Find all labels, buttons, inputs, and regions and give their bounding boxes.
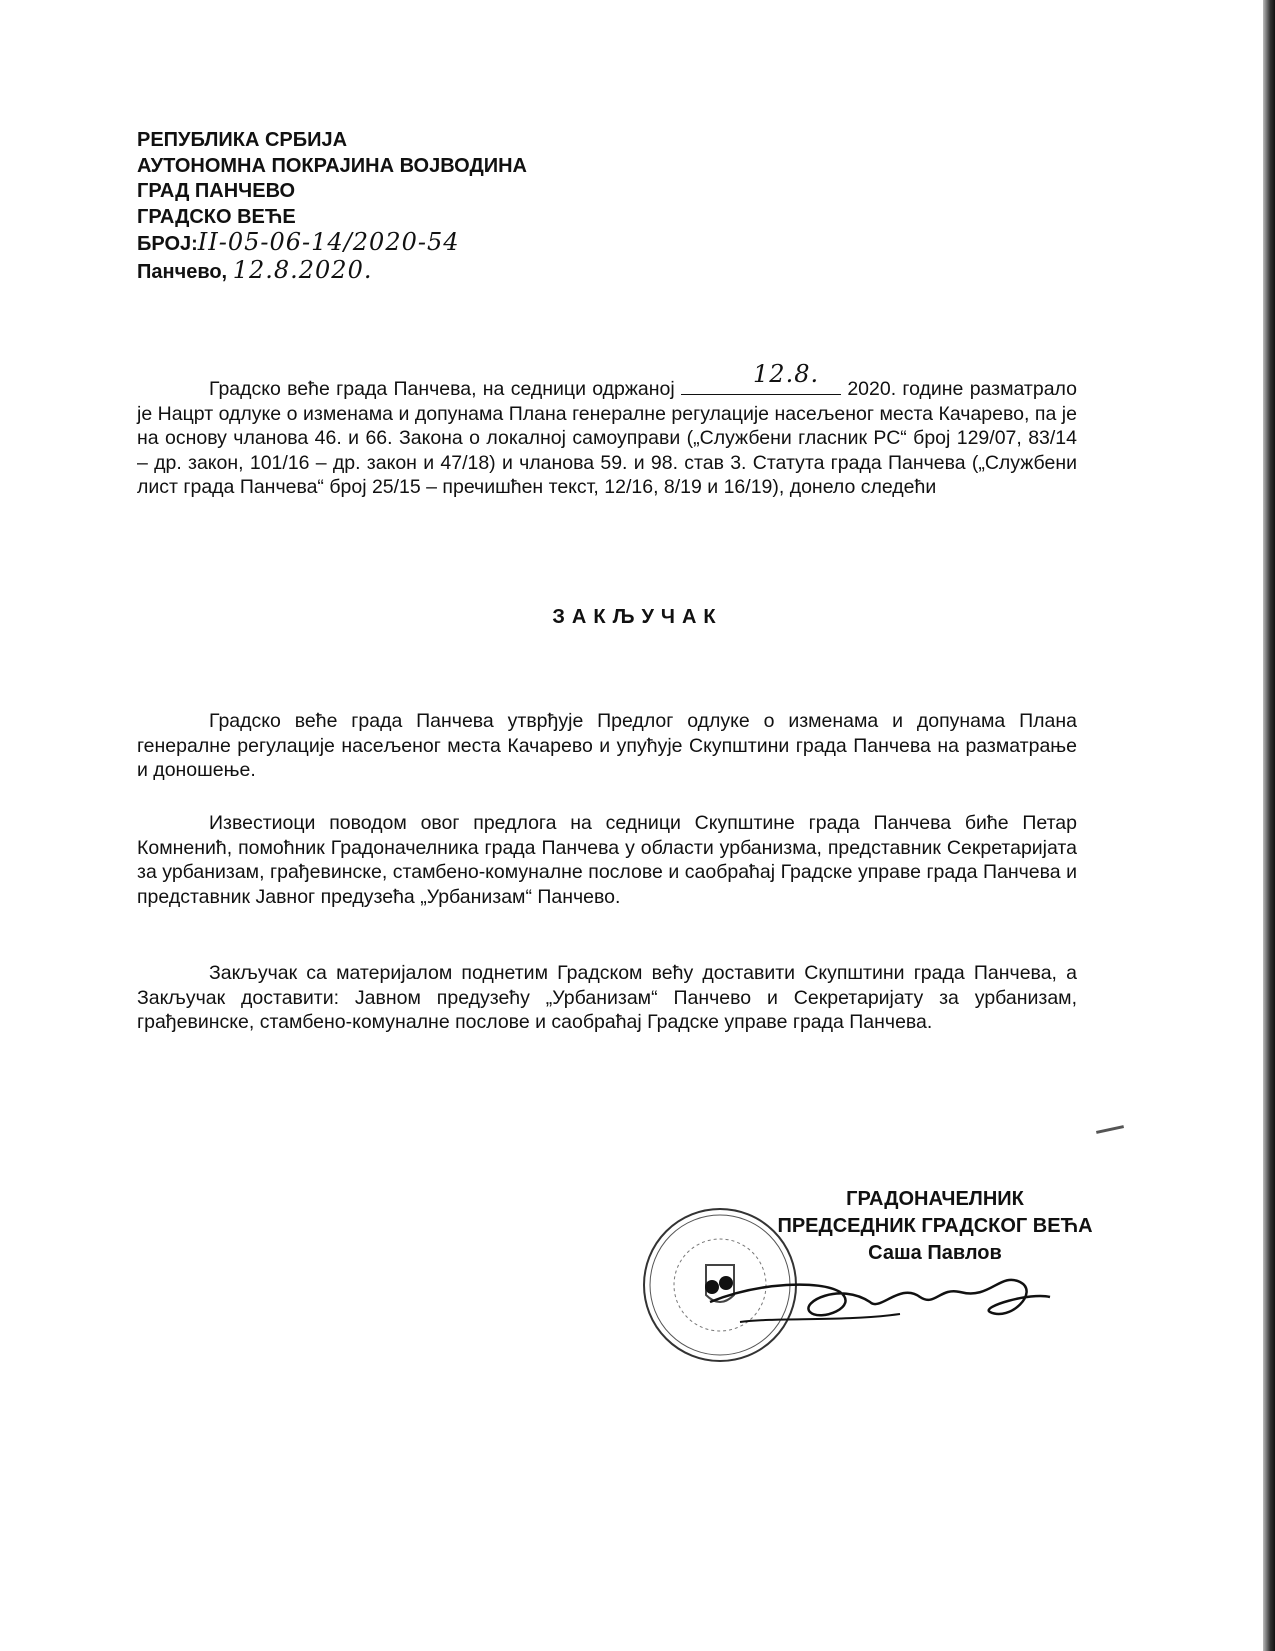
- signature-block: [715, 1186, 1155, 1267]
- body-paragraph: Известиоци поводом овог предлога на седници Скупштине града Панчева биће Петар Комненић, помоћник Градоначелника града Панчева у области урбанизма, представник Секретаријата за урбанизам, грађевинске, стамбено-комуналне послове и саобраћај Градске управе града Панчева и представник Јавног предузећа „Урбанизам“ Панчево.: [137, 812, 1077, 908]
- signatory-title: ГРАДОНАЧЕЛНИК: [846, 1188, 1024, 1210]
- header-line: ГРАДСКО ВЕЋЕ: [137, 205, 296, 228]
- header-line: ГРАД ПАНЧЕВО: [137, 180, 296, 202]
- signatory-title: ПРЕДСЕДНИК ГРАДСКОГ ВЕЋА: [777, 1215, 1093, 1237]
- document-header: [137, 128, 527, 285]
- place-date: Панчево, 12.8.2020.: [137, 255, 373, 284]
- scan-edge: [1263, 0, 1275, 1651]
- handwritten-signature: [700, 1262, 1060, 1342]
- header-line: РЕПУБЛИКА СРБИЈА: [137, 129, 348, 151]
- header-line: АУТОНОМНА ПОКРАЈИНА ВОЈВОДИНА: [137, 154, 527, 177]
- intro-paragraph: Градско веће града Панчева, на седници одржаној 12.8. 2020. године разматрало је Нацрт одлуке о изменама и допунама Плана генералне регулације насељеног места Качарево, па је на основу чланова 46. и 66. Закона о локалној самоуправи („Службени гласник РС“ број 129/07, 83/14 – др. закон, 101/16 – др. закон и 47/18) и чланова 59. и 98. став 3. Статута града Панчева („Службени лист града Панчева“ број 25/15 – пречишћен текст, 12/16, 8/19 и 16/19), донело следећи: [137, 360, 1077, 498]
- document-title: ЗАКЉУЧАК: [552, 606, 723, 628]
- body-paragraph: Градско веће града Панчева утврђује Предлог одлуке о изменама и допунама Плана генералне регулације насељеног места Качарево и упућује Скупштини града Панчева на разматрање и доношење.: [137, 710, 1077, 781]
- handwritten-date: 12.8.2020.: [232, 255, 373, 284]
- handwritten-number: II-05-06-14/2020-54: [197, 228, 460, 256]
- handwritten-session-date: 12.8.: [753, 360, 820, 388]
- reference-number: БРОЈ:II-05-06-14/2020-54: [137, 228, 460, 256]
- body-paragraph: Закључак са материјалом поднетим Градском већу доставити Скупштини града Панчева, а Закључак доставити: Јавном предузећу „Урбанизам“ Панчево и Секретаријату за урбанизам, грађевинске, стамбено-комуналне послове и саобраћај Градске управе града Панчева.: [137, 962, 1077, 1033]
- session-date-blank: [681, 360, 841, 395]
- scan-mark: [1096, 1125, 1124, 1134]
- signatory-name: Саша Павлов: [868, 1242, 1002, 1264]
